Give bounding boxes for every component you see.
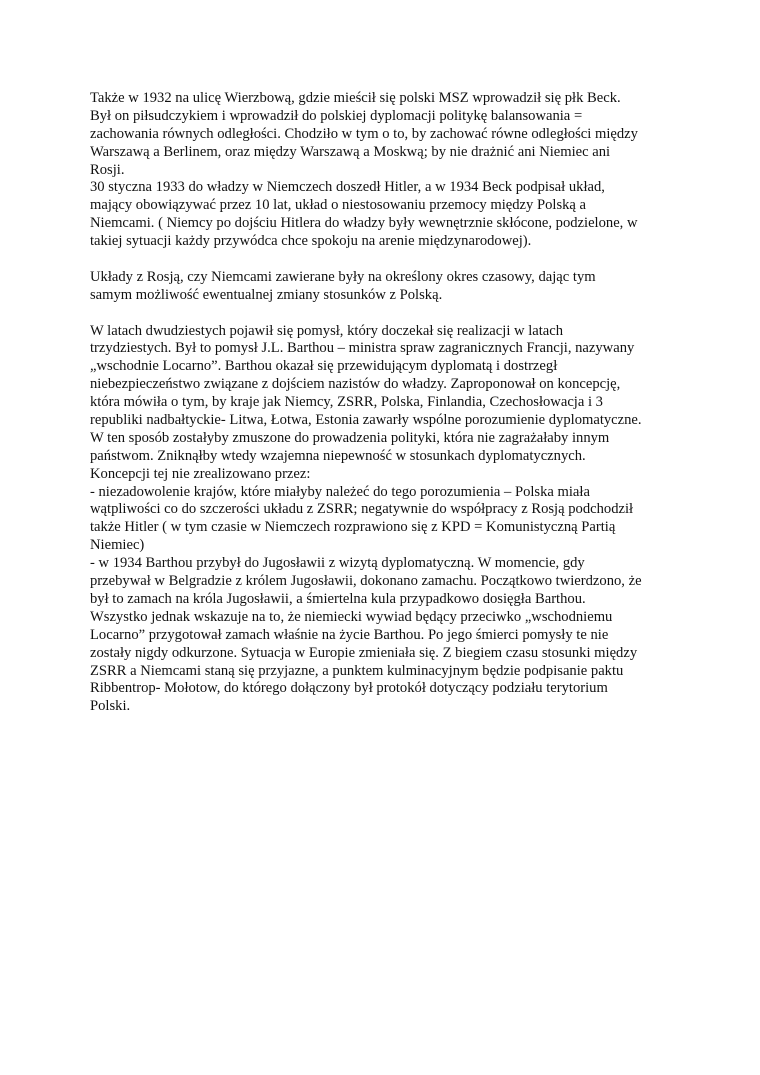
document-body — [90, 90, 670, 716]
text-line: także Hitler ( w tym czasie w Niemczech rozprawiono się z KPD = Komunistyczną Partią — [90, 519, 616, 536]
text-line: niebezpieczeństwo związane z dojściem nazistów do władzy. Zaproponował on koncepcję, — [90, 376, 621, 393]
text-line: republiki nadbałtyckie- Litwa, Łotwa, Estonia zawarły wspólne porozumienie dyplomatyczne. — [90, 412, 642, 429]
text-line: Rosji. — [90, 161, 125, 178]
text-line: Wszystko jednak wskazuje na to, że niemiecki wywiad będący przeciwko „wschodniemu — [90, 608, 613, 625]
paragraph — [90, 323, 670, 717]
text-line: Warszawą a Berlinem, oraz między Warszawą a Moskwą; by nie drażnić ani Niemiec ani — [90, 143, 611, 160]
text-line: był to zamach na króla Jugosławii, a śmiertelna kula przypadkowo dosięgła Barthou. — [90, 590, 586, 607]
text-line: samym możliwość ewentualnej zmiany stosunków z Polską. — [90, 286, 443, 303]
text-line: takiej sytuacji każdy przywódca chce spokoju na arenie międzynarodowej). — [90, 233, 532, 250]
paragraph — [90, 269, 670, 305]
text-line: „wschodnie Locarno”. Barthou okazał się przewidującym dyplomatą i dostrzegł — [90, 358, 558, 375]
text-line: Niemcami. ( Niemcy po dojściu Hitlera do władzy były wewnętrznie skłócone, podzielone, w — [90, 215, 638, 232]
text-line: państwom. Zniknąłby wtedy wzajemna niepewność w stosunkach dyplomatycznych. — [90, 447, 586, 464]
text-line: Niemiec) — [90, 537, 145, 554]
paragraph — [90, 90, 670, 251]
text-line: która mówiła o tym, by kraje jak Niemcy, ZSRR, Polska, Finlandia, Czechosłowacja i 3 — [90, 394, 603, 411]
text-line: ZSRR a Niemcami staną się przyjazne, a punktem kulminacyjnym będzie podpisanie paktu — [90, 662, 624, 679]
paragraph-gap — [90, 251, 670, 269]
text-line: Był on piłsudczykiem i wprowadził do polskiej dyplomacji politykę balansowania = — [90, 107, 583, 124]
text-line: wątpliwości co do szczerości układu z ZSRR; negatywnie do współpracy z Rosją podchodził — [90, 501, 634, 518]
text-line: - niezadowolenie krajów, które miałyby należeć do tego porozumienia – Polska miała — [90, 483, 590, 500]
text-line: 30 styczna 1933 do władzy w Niemczech doszedł Hitler, a w 1934 Beck podpisał układ, — [90, 179, 605, 196]
text-line: Także w 1932 na ulicę Wierzbową, gdzie mieścił się polski MSZ wprowadził się płk Beck. — [90, 90, 621, 106]
paragraph-gap — [90, 305, 670, 323]
text-line: mający obowiązywać przez 10 lat, układ o niestosowaniu przemocy między Polską a — [90, 197, 587, 214]
text-line: Koncepcji tej nie zrealizowano przez: — [90, 465, 311, 482]
text-line: Locarno” przygotował zamach właśnie na życie Barthou. Po jego śmierci pomysły te nie — [90, 626, 609, 643]
text-line: W ten sposób zostałyby zmuszone do prowadzenia polityki, która nie zagrażałaby innym — [90, 429, 610, 446]
text-line: zachowania równych odległości. Chodziło w tym o to, by zachować równe odległości między — [90, 125, 638, 142]
text-line: Polski. — [90, 698, 131, 715]
text-line: trzydziestych. Był to pomysł J.L. Barthou – ministra spraw zagranicznych Francji, nazywany — [90, 340, 635, 357]
text-line: W latach dwudziestych pojawił się pomysł, który doczekał się realizacji w latach — [90, 322, 564, 339]
text-line: Układy z Rosją, czy Niemcami zawierane były na określony okres czasowy, dając tym — [90, 268, 596, 285]
text-line: zostały nigdy odkurzone. Sytuacja w Europie zmieniała się. Z biegiem czasu stosunki między — [90, 644, 638, 661]
text-line: - w 1934 Barthou przybył do Jugosławii z wizytą dyplomatyczną. W momencie, gdy — [90, 555, 585, 572]
text-line: Ribbentrop- Mołotow, do którego dołączony był protokół dotyczący podziału terytorium — [90, 680, 608, 697]
text-line: przebywał w Belgradzie z królem Jugosławii, dokonano zamachu. Początkowo twierdzono, że — [90, 573, 642, 590]
